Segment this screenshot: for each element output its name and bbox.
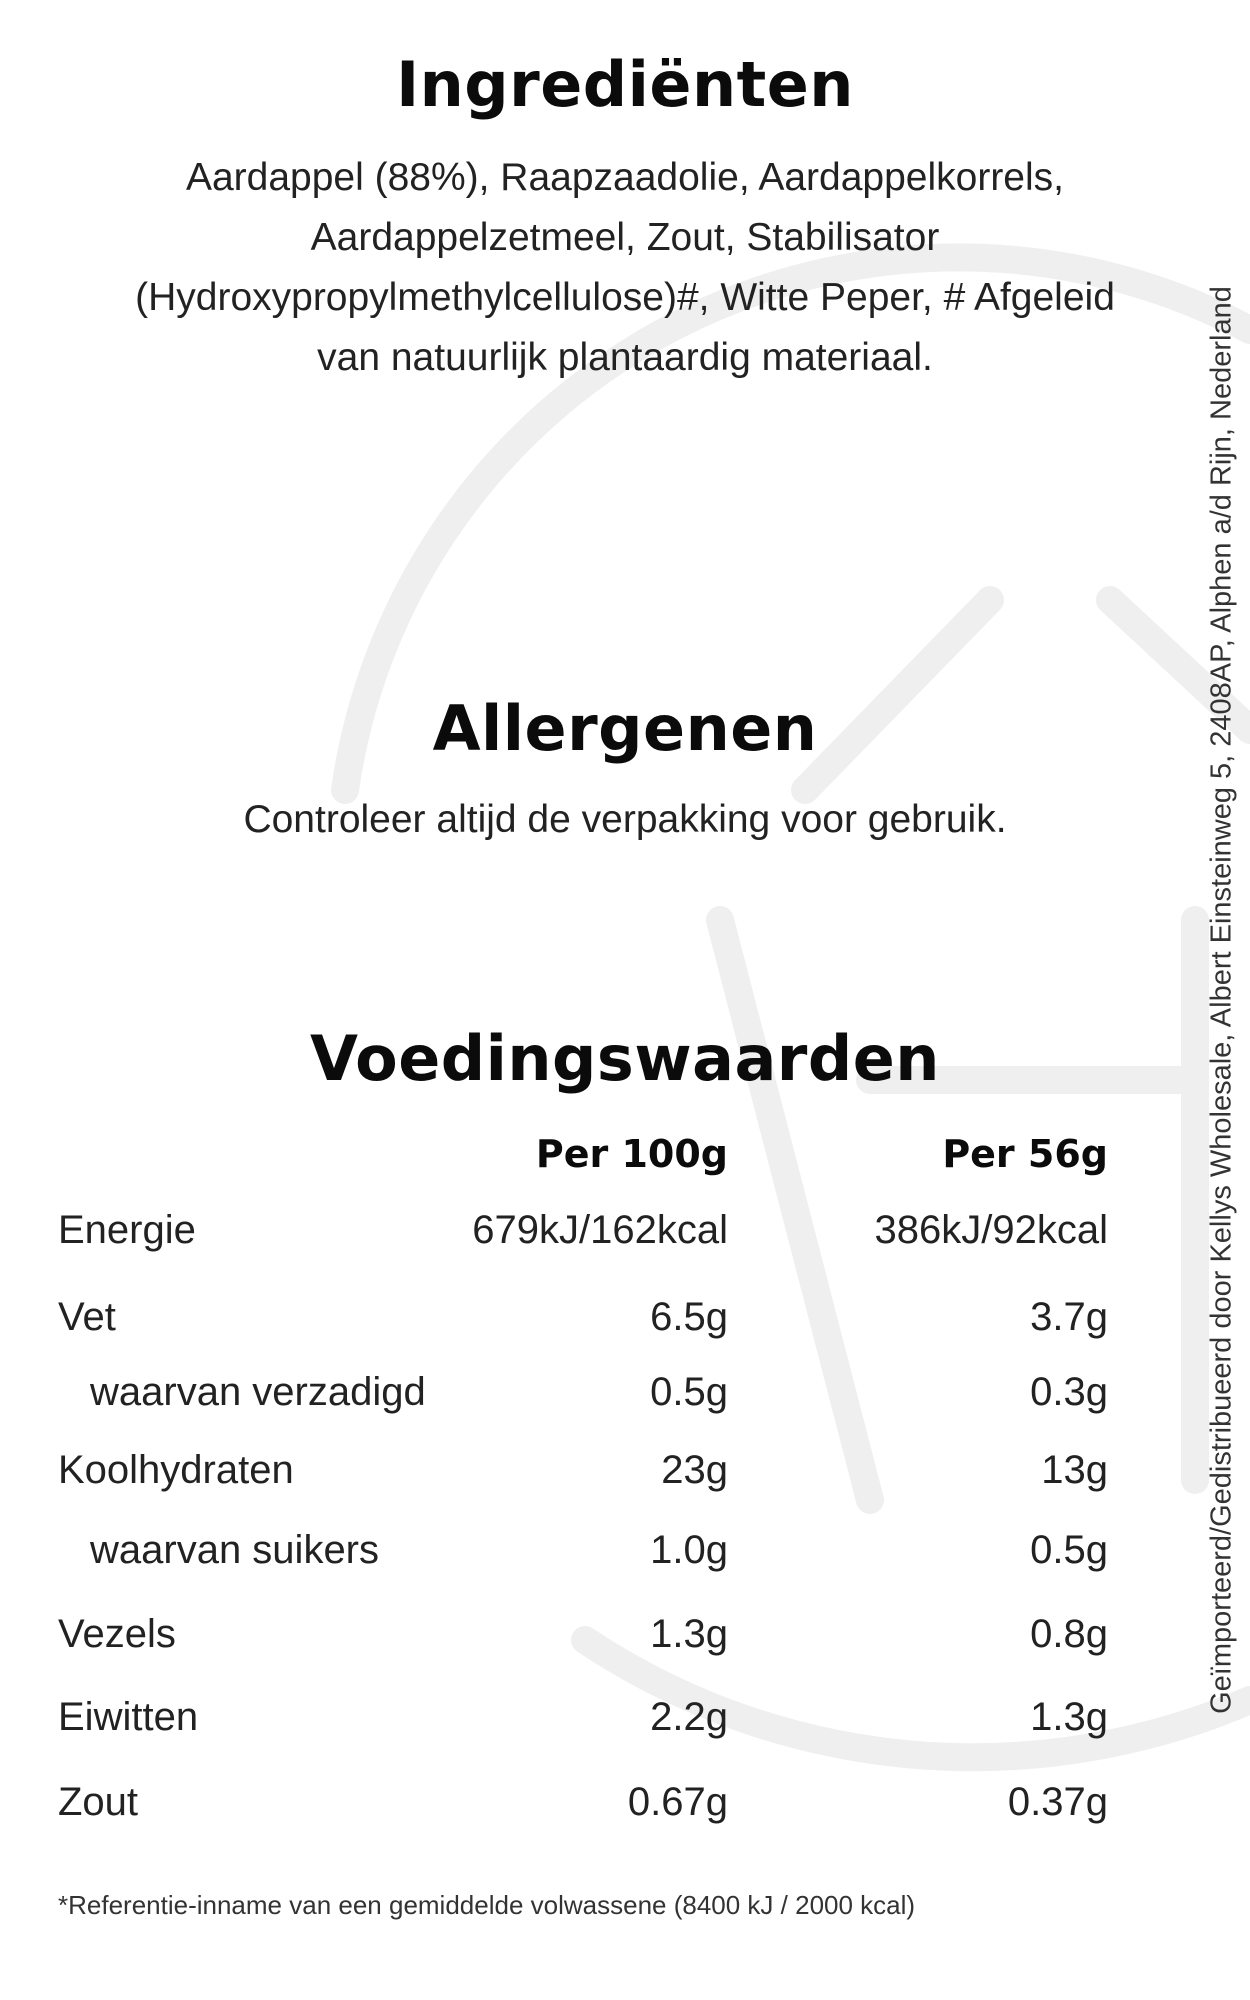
column-header-per-100g: Per 100g — [535, 1132, 728, 1176]
nutrition-row-zout — [0, 1780, 1250, 1840]
nutrition-row-suikers — [0, 1528, 1250, 1588]
nutrition-row-verzadigd — [0, 1370, 1250, 1430]
nutrition-row-vezels — [0, 1612, 1250, 1672]
value-per-serving: 1.3g — [1030, 1695, 1108, 1739]
value-per-100g: 23g — [661, 1448, 728, 1492]
nutrition-row-eiwitten — [0, 1695, 1250, 1755]
value-per-100g: 679kJ/162kcal — [472, 1208, 728, 1252]
value-per-serving: 3.7g — [1030, 1295, 1108, 1339]
value-per-100g: 1.0g — [650, 1528, 728, 1572]
column-header-per-serving: Per 56g — [942, 1132, 1108, 1176]
nutrition-row-vet — [0, 1295, 1250, 1355]
nutrient-label: Vezels — [58, 1612, 176, 1656]
ingredients-title: Ingrediënten — [396, 48, 854, 121]
ingredients-text: Aardappel (88%), Raapzaadolie, Aardappelkorrels, Aardappelzetmeel, Zout, Stabilisator (Hydroxypropylmethylcellulose)#, Witte Peper, # Afgeleid van natuurlijk plantaardig materiaal. — [135, 156, 1115, 379]
value-per-100g: 1.3g — [650, 1612, 728, 1656]
value-per-serving: 0.5g — [1030, 1528, 1108, 1572]
nutrition-row-energie — [0, 1208, 1250, 1268]
nutrient-label: Koolhydraten — [58, 1448, 294, 1492]
value-per-100g: 6.5g — [650, 1295, 728, 1339]
allergens-title: Allergenen — [432, 692, 818, 765]
value-per-100g: 0.5g — [650, 1370, 728, 1414]
nutrient-label: Zout — [58, 1780, 139, 1824]
reference-intake-footnote: *Referentie-inname van een gemiddelde volwassene (8400 kJ / 2000 kcal) — [58, 1890, 916, 1920]
nutrient-label: waarvan suikers — [90, 1528, 380, 1572]
nutrition-row-koolhydraten — [0, 1448, 1250, 1508]
nutrient-label: Vet — [58, 1295, 116, 1339]
nutrient-label: Energie — [58, 1208, 196, 1252]
allergens-text: Controleer altijd de verpakking voor gebruik. — [243, 798, 1007, 841]
value-per-serving: 13g — [1041, 1448, 1108, 1492]
value-per-serving: 0.8g — [1030, 1612, 1108, 1656]
value-per-serving: 0.3g — [1030, 1370, 1108, 1414]
distributor-note: Geïmporteerd/Gedistribueerd door Kellys Wholesale, Albert Einsteinweg 5, 2408AP, Alphen a/d Rijn, Nederland — [1205, 286, 1238, 1714]
value-per-100g: 2.2g — [650, 1695, 728, 1739]
nutrient-label: waarvan verzadigd — [90, 1370, 426, 1414]
nutrition-title: Voedingswaarden — [310, 1022, 940, 1095]
value-per-serving: 386kJ/92kcal — [874, 1208, 1108, 1252]
value-per-100g: 0.67g — [627, 1780, 728, 1824]
nutrient-label: Eiwitten — [58, 1695, 199, 1739]
value-per-serving: 0.37g — [1007, 1780, 1108, 1824]
